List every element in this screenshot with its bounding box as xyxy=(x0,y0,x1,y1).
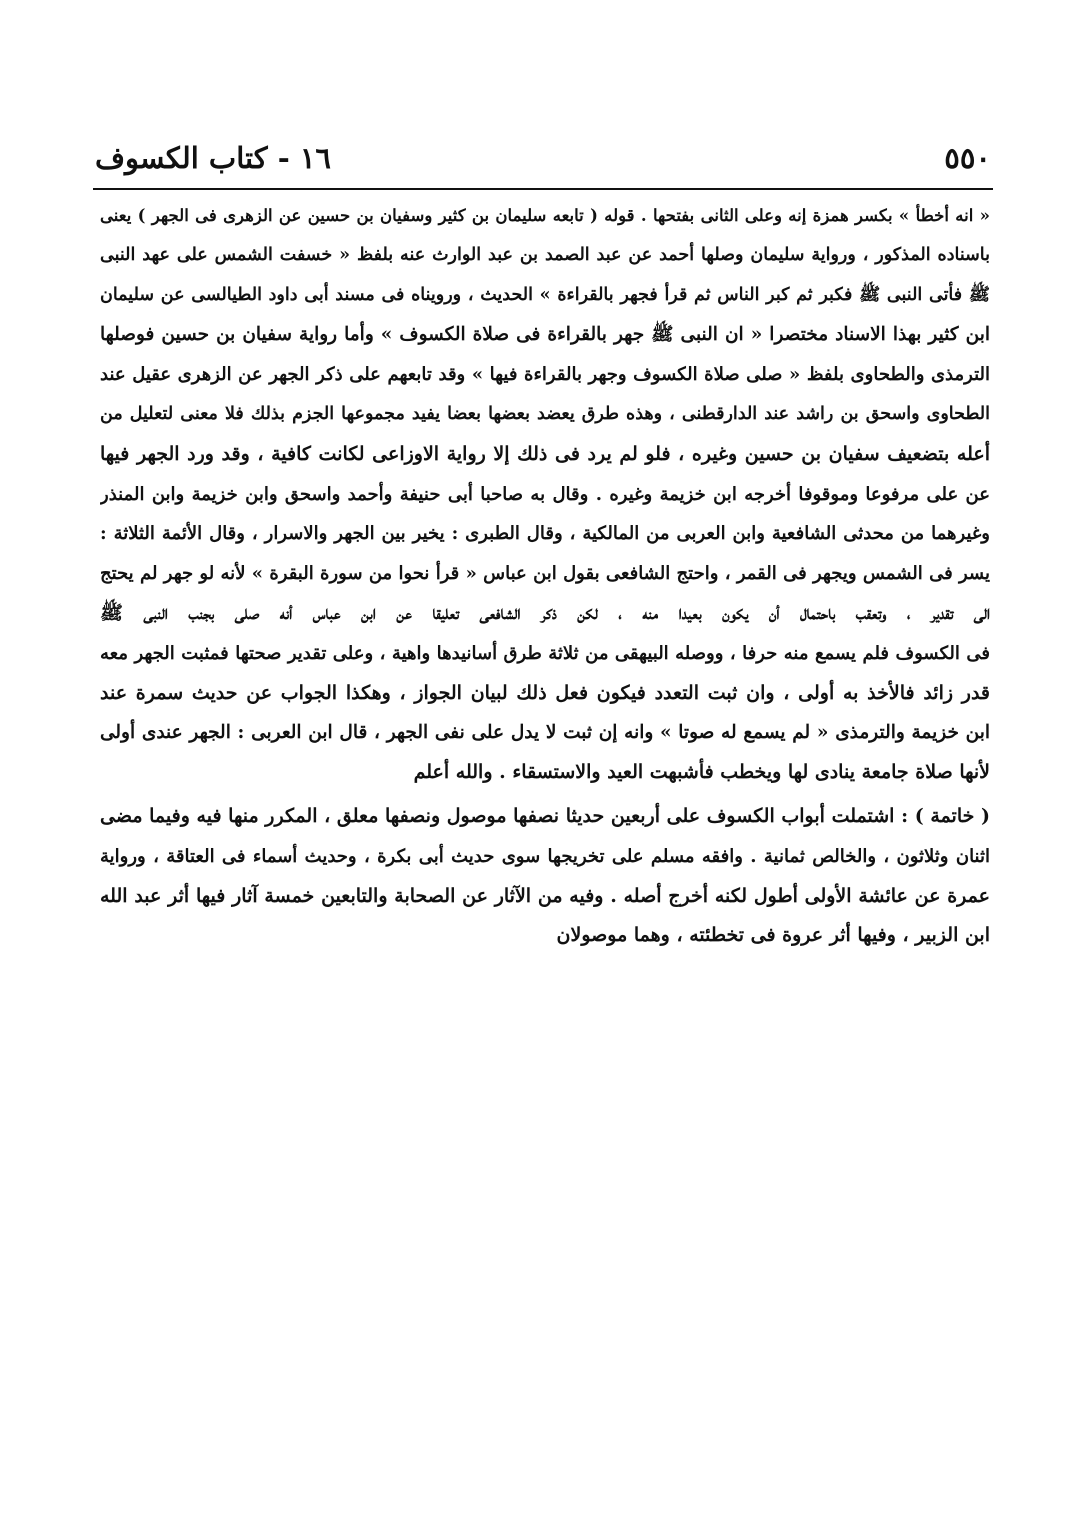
text-line: قدر زائد فالأخذ به أولى ، وان ثبت التعدد فيكون فعل ذلك لبيان الجواز ، وهكذا الجواب عن حديث سمرة عند xyxy=(100,681,990,704)
commentary-paragraph xyxy=(100,196,990,793)
running-header xyxy=(95,138,991,178)
text-line: ابن كثير بهذا الاسناد مختصرا « ان النبى ﷺ جهر بالقراءة فى صلاة الكسوف » وأما رواية سفيان بن حسين فوصلها xyxy=(100,324,990,346)
text-line: الترمذى والطحاوى بلفظ « صلى صلاة الكسوف وجهر بالقراءة فيها » وقد تابعهم على ذكر الجهر عن الزهرى عقيل عند xyxy=(100,364,990,386)
text-line: الى تقدير ، وتعقب باحتمال أن يكون بعيدا منه ، لكن ذكر الشافعى تعليقا عن ابن عباس أنه صلى بجنب النبى ﷺ xyxy=(100,601,990,624)
text-line: ابن خزيمة والترمذى « لم يسمع له صوتا » وانه إن ثبت لا يدل على نفى الجهر ، قال ابن العربى : الجهر عندى أولى xyxy=(100,722,990,744)
text-line: عن على مرفوعا وموقوفا أخرجه ابن خزيمة وغيره . وقال به صاحبا أبى حنيفة وأحمد واسحق وابن خزيمة وابن المنذر xyxy=(100,483,990,505)
chapter-title: ١٦ - كتاب الكسوف xyxy=(95,141,331,175)
conclusion-paragraph xyxy=(100,797,990,956)
text-line: لأنها صلاة جامعة ينادى لها ويخطب فأشبهت العيد والاستسقاء . والله أعلم xyxy=(413,761,990,784)
text-line: الطحاوى واسحق بن راشد عند الدارقطنى ، وهذه طرق يعضد بعضها بعضا يفيد مجموعها الجزم بذلك فلا معنى لتعليل من xyxy=(100,403,990,424)
text-line: اثنان وثلاثون ، والخالص ثمانية . وافقه مسلم على تخريجها سوى حديث أبى بكرة ، وحديث أسماء فى العتاقة ، ورواية xyxy=(100,845,990,867)
body-text xyxy=(100,196,990,956)
page-number: ٥٥٠ xyxy=(944,141,991,175)
text-line: يسر فى الشمس ويجهر فى القمر ، واحتج الشافعى بقول ابن عباس « قرأ نحوا من سورة البقرة » لأنه لو جهر لم يحتج xyxy=(100,563,990,585)
text-line: ( خاتمة ) : اشتملت أبواب الكسوف على أربعين حديثا نصفها موصول ونصفها معلق ، المكرر منها فيه وفيما مضى xyxy=(100,804,990,827)
text-line: أعله بتضعيف سفيان بن حسين وغيره ، فلو لم يرد فى ذلك إلا رواية الاوزاعى لكانت كافية ، وقد ورد الجهر فيها xyxy=(100,442,990,465)
header-rule xyxy=(93,188,993,190)
text-line: باسناده المذكور ، ورواية سليمان وصلها أحمد عن عبد الصمد بن عبد الوارث عنه بلفظ « خسفت الشمس على عهد النبى xyxy=(100,244,990,265)
text-line: ابن الزبير ، وفيها أثر عروة فى تخطئته ، وهما موصولان xyxy=(556,924,990,947)
text-line: وغيرهما من محدثى الشافعية وابن العربى من المالكية ، وقال الطبرى : يخير بين الجهر والاسرار ، وقال الأئمة الثلاثة : xyxy=(100,523,990,545)
text-line: ﷺ فأتى النبى ﷺ فكبر ثم كبر الناس ثم قرأ فجهر بالقراءة » الحديث ، ورويناه فى مسند أبى داود الطيالسى عن سليمان xyxy=(100,284,990,305)
text-line: فى الكسوف فلم يسمع منه حرفا ، ووصله البيهقى من ثلاثة طرق أسانيدها واهية ، وعلى تقدير صحتها فمثبت الجهر معه xyxy=(100,642,990,664)
text-line: « انه أخطأ » بكسر همزة إنه وعلى الثانى بفتحها . قوله ( تابعه سليمان بن كثير وسفيان بن حسين عن الزهرى فى الجهر ) يعنى xyxy=(100,206,990,225)
text-line: عمرة عن عائشة الأولى أطول لكنه أخرج أصله . وفيه من الآثار عن الصحابة والتابعين خمسة آثار فيها أثر عبد الله xyxy=(100,884,990,907)
